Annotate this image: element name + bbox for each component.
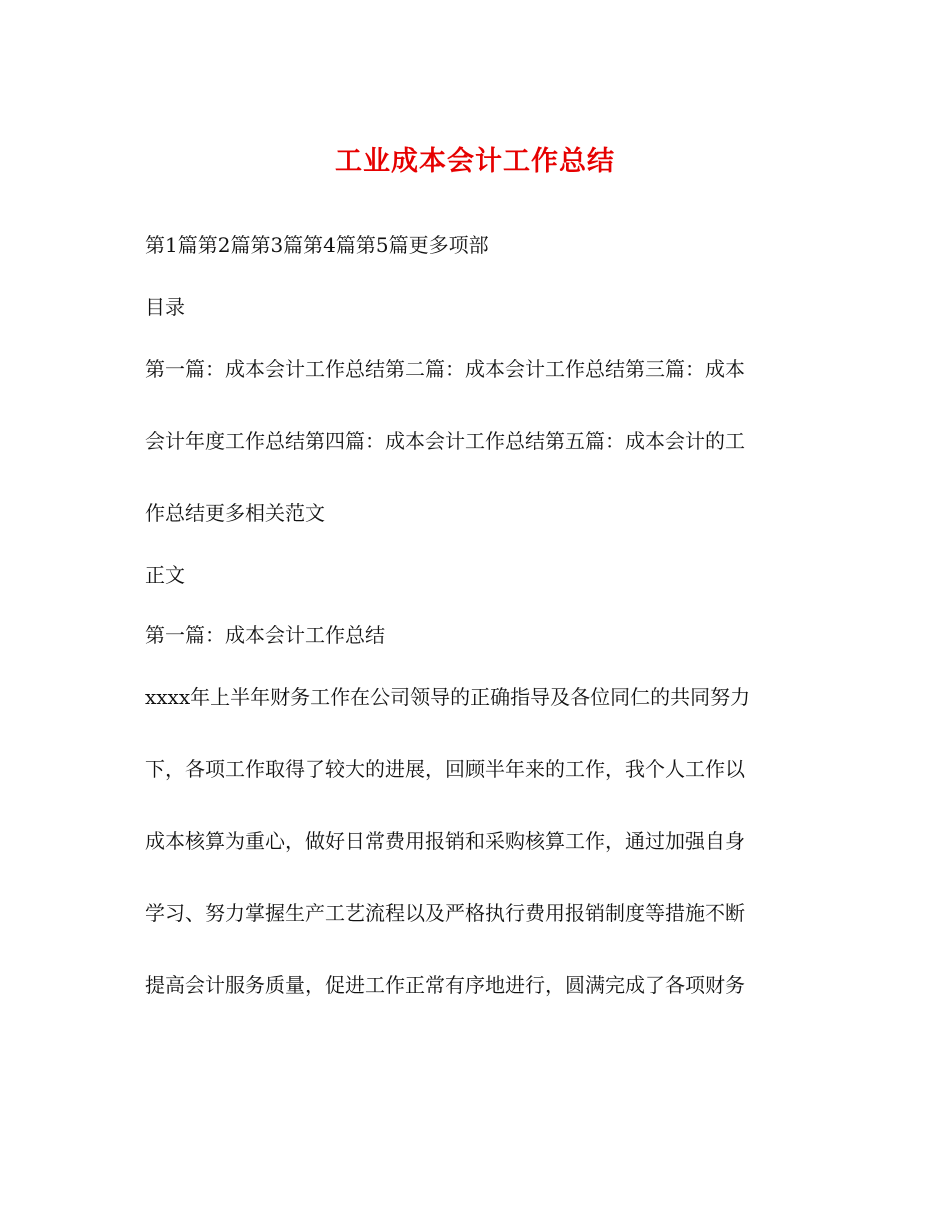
body-heading: 正文 bbox=[145, 563, 185, 587]
toc-heading: 目录 bbox=[145, 295, 185, 319]
chapter-nav-line: 第1篇第2篇第3篇第4篇第5篇更多项部 bbox=[145, 233, 489, 257]
document-title: 工业成本会计工作总结 bbox=[335, 146, 615, 177]
section-heading: 第一篇：成本会计工作总结 bbox=[145, 623, 385, 647]
paragraph-line: 学习、努力掌握生产工艺流程以及严格执行费用报销制度等措施不断 bbox=[145, 901, 745, 925]
toc-line: 会计年度工作总结第四篇：成本会计工作总结第五篇：成本会计的工 bbox=[145, 429, 745, 453]
paragraph-line: 成本核算为重心，做好日常费用报销和采购核算工作，通过加强自身 bbox=[145, 829, 745, 853]
paragraph-line: xxxx年上半年财务工作在公司领导的正确指导及各位同仁的共同努力 bbox=[145, 685, 751, 709]
paragraph-line: 下，各项工作取得了较大的进展，回顾半年来的工作，我个人工作以 bbox=[145, 757, 745, 781]
paragraph-line: 提高会计服务质量，促进工作正常有序地进行，圆满完成了各项财务 bbox=[145, 973, 745, 997]
toc-line: 作总结更多相关范文 bbox=[145, 501, 325, 525]
toc-line: 第一篇：成本会计工作总结第二篇：成本会计工作总结第三篇：成本 bbox=[145, 357, 745, 381]
